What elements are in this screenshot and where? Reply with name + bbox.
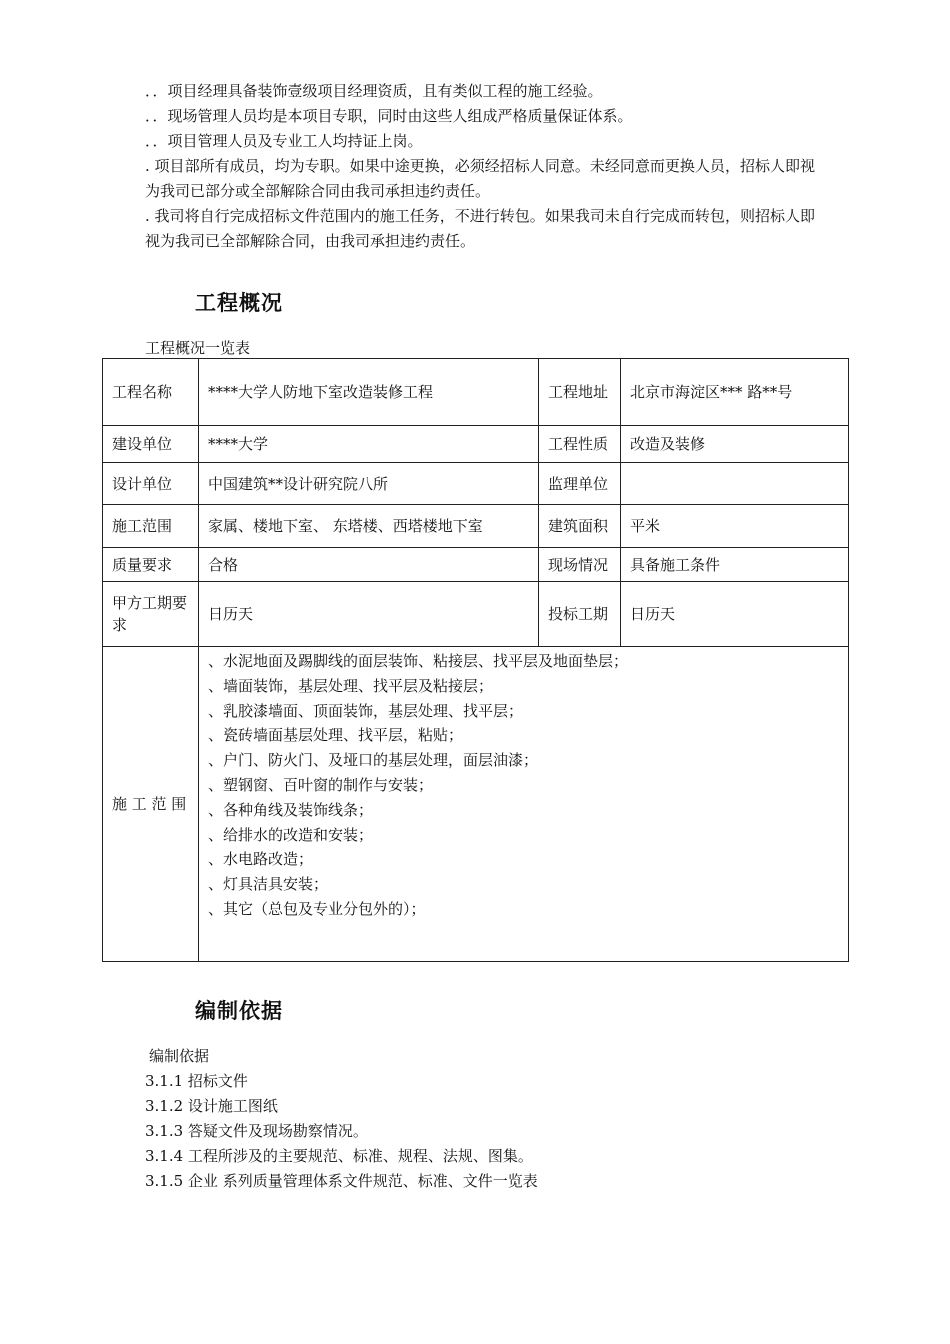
- cell-label: 甲方工期要求: [103, 582, 199, 647]
- cell-label: 工程名称: [103, 359, 199, 426]
- cell-value: 平米: [621, 505, 849, 548]
- cell-label: 工程地址: [539, 359, 621, 426]
- basis-item: 3.1.2 设计施工图纸: [145, 1097, 278, 1115]
- cell-label: 现场情况: [539, 548, 621, 582]
- cell-label: 监理单位: [539, 463, 621, 505]
- list-item: 、给排水的改造和安装；: [208, 825, 374, 844]
- table-row: [103, 463, 849, 505]
- cell-value: ****大学人防地下室改造装修工程: [199, 359, 539, 426]
- intro-paragraph-5: . 我司将自行完成招标文件范围内的施工任务，不进行转包。如果我司未自行完成而转包，则招标人即视为我司已全部解除合同，由我司承担违约责任。: [145, 207, 815, 250]
- cell-label: 建设单位: [103, 426, 199, 463]
- table-row: [103, 582, 849, 647]
- cell-label: 建筑面积: [539, 505, 621, 548]
- table-row: [103, 548, 849, 582]
- overview-table: [102, 358, 849, 962]
- scope-list: [199, 647, 849, 962]
- cell-value: 改造及装修: [621, 426, 849, 463]
- cell-value: 合格: [199, 548, 539, 582]
- section-heading-overview: 工程概况: [195, 291, 283, 315]
- cell-value: 北京市海淀区*** 路**号: [621, 359, 849, 426]
- list-item: 、墙面装饰，基层处理、找平层及粘接层；: [208, 676, 494, 695]
- table-row: [103, 359, 849, 426]
- intro-paragraph-1: ．．项目经理具备装饰壹级项目经理资质，且有类似工程的施工经验。: [145, 82, 603, 100]
- table-row: [103, 505, 849, 548]
- intro-paragraph-2: ．．现场管理人员均是本项目专职，同时由这些人组成严格质量保证体系。: [145, 107, 633, 125]
- table-caption: 工程概况一览表: [145, 339, 251, 357]
- list-item: 、水泥地面及踢脚线的面层装饰、粘接层、找平层及地面垫层；: [208, 652, 629, 670]
- intro-paragraph-4: . 项目部所有成员，均为专职。如果中途更换，必须经招标人同意。未经同意而更换人员，招标人即视为我司已部分或全部解除合同由我司承担违约责任。: [145, 157, 815, 200]
- basis-item: 3.1.4 工程所涉及的主要规范、标准、规程、法规、图集。: [145, 1147, 533, 1165]
- cell-value: 中国建筑**设计研究院八所: [199, 463, 539, 505]
- cell-value: [621, 463, 849, 505]
- list-item: 、其它（总包及专业分包外的）；: [208, 899, 426, 918]
- basis-item: 3.1.3 答疑文件及现场勘察情况。: [145, 1122, 368, 1140]
- cell-label: 设计单位: [103, 463, 199, 505]
- list-item: 、水电路改造；: [208, 850, 314, 869]
- basis-item: 3.1.1 招标文件: [145, 1072, 248, 1090]
- cell-label: 投标工期: [539, 582, 621, 647]
- cell-value: ****大学: [199, 426, 539, 463]
- scope-label: [103, 647, 199, 962]
- intro-paragraph-3: ．．项目管理人员及专业工人均持证上岗。: [145, 132, 423, 150]
- cell-value: 日历天: [199, 582, 539, 647]
- list-item: 、户门、防火门、及垭口的基层处理，面层油漆；: [208, 751, 539, 770]
- cell-label: 施工范围: [103, 505, 199, 548]
- scope-label-text: 施 工 范 围: [112, 795, 187, 813]
- list-item: 、塑钢窗、百叶窗的制作与安装；: [208, 775, 434, 794]
- section-heading-basis: 编制依据: [195, 999, 283, 1023]
- basis-item: 3.1.5 企业 系列质量管理体系文件规范、标准、文件一览表: [145, 1172, 538, 1190]
- list-item: 、乳胶漆墙面、顶面装饰，基层处理、找平层；: [208, 701, 524, 720]
- list-item: 、灯具洁具安装；: [208, 875, 329, 894]
- cell-label: 质量要求: [103, 548, 199, 582]
- scope-row: [103, 647, 849, 962]
- list-item: 、各种角线及装饰线条；: [208, 800, 374, 819]
- list-item: 、瓷砖墙面基层处理、找平层，粘贴；: [208, 726, 464, 745]
- table-row: [103, 426, 849, 463]
- cell-label: 工程性质: [539, 426, 621, 463]
- cell-value: 日历天: [621, 582, 849, 647]
- basis-subtitle: 编制依据: [149, 1047, 210, 1065]
- cell-value: 家属、楼地下室、 东塔楼、西塔楼地下室: [199, 505, 539, 548]
- cell-value: 具备施工条件: [621, 548, 849, 582]
